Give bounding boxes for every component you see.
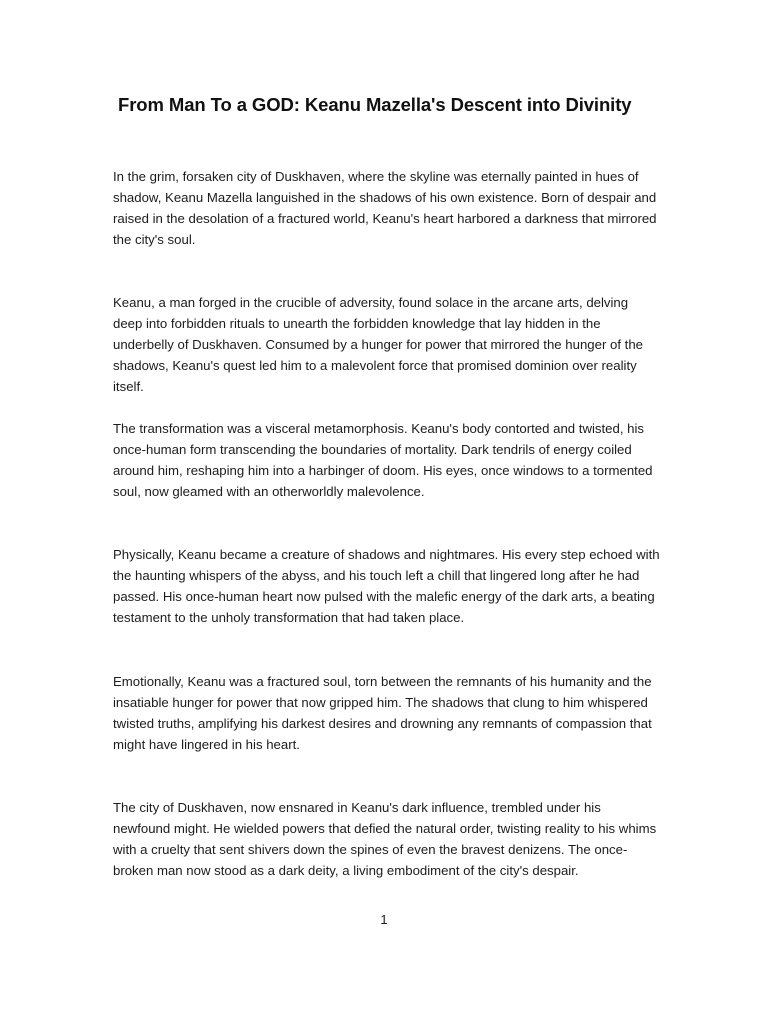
document-title: From Man To a GOD: Keanu Mazella's Descent into Divinity [118, 94, 632, 115]
paragraph-5: Emotionally, Keanu was a fractured soul, torn between the remnants of his humanity and the insatiable hunger for power that now gripped him. The shadows that clung to him whispered twisted truths, amplifying his darkest desires and drowning any remnants of compassion that might have lingered in his heart. [113, 674, 652, 752]
paragraph-6: The city of Duskhaven, now ensnared in Keanu's dark influence, trembled under his newfound might. He wielded powers that defied the natural order, twisting reality to his whims with a cruelty that sent shivers down the spines of even the bravest denizens. The once-broken man now stood as a dark deity, a living embodiment of the city's despair. [113, 800, 657, 878]
paragraph-1: In the grim, forsaken city of Duskhaven, where the skyline was eternally painted in hues of shadow, Keanu Mazella languished in the shadows of his own existence. Born of despair and raised in the desolation of a fractured world, Keanu's heart harbored a darkness that mirrored the city's soul. [113, 169, 657, 247]
paragraph-2: Keanu, a man forged in the crucible of adversity, found solace in the arcane arts, delving deep into forbidden rituals to unearth the forbidden knowledge that lay hidden in the underbelly of Duskhaven. Consumed by a hunger for power that mirrored the hunger of the shadows, Keanu's quest led him to a malevolent force that promised dominion over reality itself. [113, 295, 644, 394]
page-number: 1 [380, 912, 388, 927]
paragraph-3: The transformation was a visceral metamorphosis. Keanu's body contorted and twisted, his once-human form transcending the boundaries of mortality. Dark tendrils of energy coiled around him, reshaping him into a harbinger of doom. His eyes, once windows to a tormented soul, now gleamed with an otherworldly malevolence. [113, 421, 653, 499]
paragraph-4: Physically, Keanu became a creature of shadows and nightmares. His every step echoed with the haunting whispers of the abyss, and his touch left a chill that lingered long after he had passed. His once-human heart now pulsed with the malefic energy of the dark arts, a beating testament to the unholy transformation that had taken place. [113, 547, 660, 625]
